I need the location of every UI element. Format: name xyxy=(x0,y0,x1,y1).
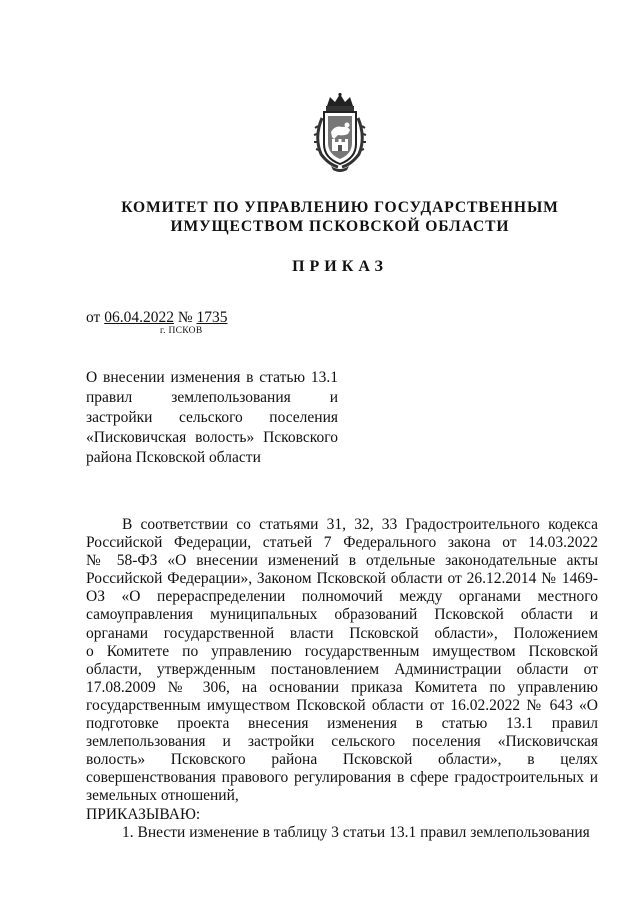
body-line: Российской Федерации», Законом Псковской области от 26.12.2014 № 1469- xyxy=(86,570,598,588)
body-line: самоуправления муниципальных образований Псковской области и xyxy=(86,606,598,624)
body-line: государственным имуществом Псковской области от 16.02.2022 № 643 «О xyxy=(86,696,598,714)
body-line: органами государственной власти Псковской области», Положением xyxy=(86,624,598,642)
document-type-title: ПРИКАЗ xyxy=(292,258,388,275)
order-directive: ПРИКАЗЫВАЮ: xyxy=(86,805,201,823)
body-line: № 58-ФЗ «О внесении изменений в отдельные законодательные акты xyxy=(86,552,598,570)
subject-line: «Писковичская волость» Псковского xyxy=(86,429,338,446)
body-line: совершенствования правового регулирования в сфере градостроительных и xyxy=(86,769,598,787)
coat-of-arms-icon xyxy=(311,92,369,172)
body-line: области, утвержденным постановлением Администрации области от xyxy=(86,660,598,678)
committee-name-line-1: КОМИТЕТ ПО УПРАВЛЕНИЮ ГОСУДАРСТВЕННЫМ xyxy=(121,199,559,216)
body-line: землепользования и застройки сельского поселения «Писковичская xyxy=(86,733,598,751)
order-subject xyxy=(86,368,338,468)
committee-name-line-2: ИМУЩЕСТВОМ ПСКОВСКОЙ ОБЛАСТИ xyxy=(170,218,510,235)
body-line: земельных отношений, xyxy=(86,787,239,805)
body-line: ОЗ «О перераспределении полномочий между органами местного xyxy=(86,588,598,606)
order-number: 1735 xyxy=(196,309,228,326)
subject-line: правил землепользования и xyxy=(86,389,338,406)
subject-line: района Псковской области xyxy=(86,449,261,466)
subject-line: О внесении изменения в статью 13.1 xyxy=(86,369,338,386)
number-prefix: № xyxy=(177,309,193,326)
body-line: В соответствии со статьями 31, 32, 33 Градостроительного кодекса xyxy=(122,516,598,533)
body-line: 17.08.2009 № 306, на основании приказа Комитета по управлению xyxy=(86,678,598,696)
body-line: подготовке проекта внесения изменения в статью 13.1 правил xyxy=(86,715,598,733)
city-label: г. ПСКОВ xyxy=(160,326,203,336)
body-line: Российской Федерации, статьей 7 Федерального закона от 14.03.2022 xyxy=(86,534,598,552)
body-line: волость» Псковского района Псковской области», в целях xyxy=(86,751,598,769)
order-body xyxy=(86,516,598,842)
body-line: о Комитете по управлению государственным имуществом Псковской xyxy=(86,642,598,660)
subject-line: застройки сельского поселения xyxy=(86,409,338,426)
order-item-1: 1. Внести изменение в таблицу 3 статьи 13.1 правил землепользования xyxy=(122,823,590,841)
date-prefix: от xyxy=(86,309,101,326)
order-date-number xyxy=(86,309,228,327)
order-date: 06.04.2022 xyxy=(104,309,174,326)
